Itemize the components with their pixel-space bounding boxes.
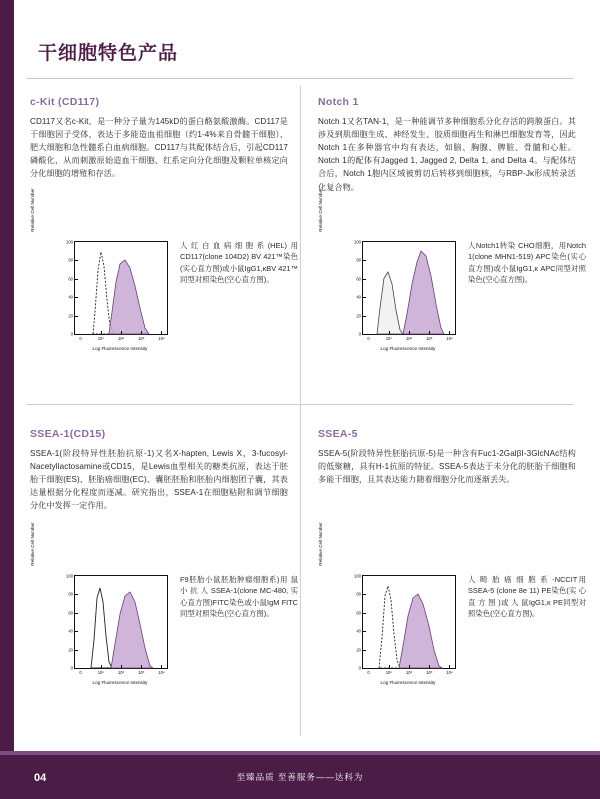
panel-c-kit bbox=[30, 96, 288, 181]
figure-c-kit bbox=[30, 188, 298, 358]
y-tick: 20 bbox=[68, 313, 73, 319]
panel-marker-name: SSEA-5 bbox=[318, 428, 358, 440]
figure-caption: F9胚胎小鼠胚胎肿瘤细胞系)用 鼠 小 抗 人 SSEA-1(clone MC-480, 实心直方图)FITC染色或小鼠IgM FITC同型对照染色(空心直方图)。 bbox=[180, 575, 298, 619]
y-axis-label: Relative Cell Number bbox=[30, 522, 35, 566]
y-tick: 0 bbox=[358, 331, 361, 337]
y-tick: 40 bbox=[356, 294, 361, 300]
x-axis-label: Log Fluorescence Intensity bbox=[380, 346, 436, 351]
chart-plot-area bbox=[66, 573, 168, 675]
x-tick: 10⁴ bbox=[158, 335, 165, 341]
chart-plot-area bbox=[354, 239, 456, 341]
y-tick: 40 bbox=[68, 294, 73, 300]
panel-description: SSEA-5(阶段特异性胚胎抗原-5)是一种含有Fuc1-2GalβI-3GlcNAc结构的低聚糖，具有H-1抗原的特征。SSEA-5表达于未分化的胚胎干细胞和多能干细胞，且其表达能力随着细胞分化而逐渐丢失。 bbox=[318, 449, 576, 485]
figure-caption: 人Notch1转染 CHO细胞，用Notch 1(clone MHN1-519) APC染色(实心直方图)或小鼠IgG1,κ APC同型对照染色(空心直方图)。 bbox=[468, 241, 586, 285]
y-tick: 100 bbox=[66, 239, 73, 245]
x-tick: 10² bbox=[405, 335, 413, 341]
figure-notch1 bbox=[318, 188, 586, 358]
y-tick: 80 bbox=[68, 591, 73, 597]
page-title: 干细胞特色产品 bbox=[38, 43, 179, 64]
x-tick: 10³ bbox=[138, 335, 145, 341]
y-tick: 0 bbox=[70, 665, 73, 671]
page-number: 04 bbox=[34, 772, 47, 784]
chart-plot-area bbox=[66, 239, 168, 341]
y-tick: 0 bbox=[70, 331, 73, 337]
panel-ssea1 bbox=[30, 428, 288, 513]
panel-description: SSEA-1(阶段特异性胚胎抗原-1)又名X-hapten, Lewis X，3-fucosyl-Nacetyllactosamine或CD15，是Lewis血型相关的糖类抗原，表达于胚胎干细胞(ES)、胚胎癌细胞(EC)、囊胚胚胎和胚胎内细胞团子囊，其表达量根据分化程度而逐减。研究指出，SSEA-1在细胞粘附和调节细胞分化中发挥一定作用。 bbox=[30, 449, 288, 511]
panel-notch1 bbox=[318, 96, 576, 194]
y-tick: 100 bbox=[66, 573, 73, 579]
histogram-curves bbox=[363, 242, 455, 334]
y-tick: 80 bbox=[356, 257, 361, 263]
x-tick: 10³ bbox=[426, 335, 433, 341]
y-axis-label: Relative Cell Number bbox=[318, 522, 323, 566]
horizontal-divider bbox=[26, 404, 574, 405]
flow-cytometry-chart bbox=[30, 522, 172, 692]
footer-slogan: 至臻品质 至善服务——达科为 bbox=[236, 772, 364, 782]
x-tick: 10⁴ bbox=[446, 335, 453, 341]
x-tick: 10¹ bbox=[385, 669, 392, 675]
x-tick: 10¹ bbox=[97, 335, 104, 341]
y-tick: 80 bbox=[356, 591, 361, 597]
x-axis-label: Log Fluorescence Intensity bbox=[380, 680, 436, 685]
flow-cytometry-chart bbox=[318, 188, 460, 358]
left-edge-bar bbox=[0, 0, 14, 799]
histogram-curves bbox=[75, 242, 167, 334]
x-tick: 0 bbox=[367, 669, 370, 675]
figure-ssea1 bbox=[30, 522, 298, 692]
chart-plot-area bbox=[354, 573, 456, 675]
x-axis-label: Log Fluorescence Intensity bbox=[92, 346, 148, 351]
flow-cytometry-chart bbox=[318, 522, 460, 692]
flow-cytometry-chart bbox=[30, 188, 172, 358]
panel-marker-name: c-Kit (CD117) bbox=[30, 96, 100, 108]
x-tick: 10² bbox=[117, 335, 125, 341]
y-tick: 100 bbox=[354, 573, 361, 579]
title-divider bbox=[26, 78, 574, 79]
figure-caption: 人红白血病细胞系(HEL)用CD117(clone 104D2) BV 421™染色(实心直方图)或小鼠IgG1,κBV 421™同型对照染色(空心直方图)。 bbox=[180, 241, 298, 285]
panel-description: CD117又名c-Kit，是一种分子量为145kD的蛋白酪氨酸激酶。CD117是干细胞因子受体，表达于多能造血祖细胞（约1-4%来自骨髓干细胞）、肥大细胞和急性髓系白血病细胞。CD117与其配体结合后，引起CD117磷酸化，从而刺激原始造血干细胞、红系定向分化细胞及颗粒单核定向分化细胞的增殖和存活。 bbox=[30, 117, 288, 179]
x-tick: 10⁴ bbox=[158, 669, 165, 675]
y-tick: 60 bbox=[356, 276, 361, 282]
y-axis-label: Relative Cell Number bbox=[30, 188, 35, 232]
x-tick: 10³ bbox=[426, 669, 433, 675]
histogram-curves bbox=[363, 576, 455, 668]
y-tick: 100 bbox=[354, 239, 361, 245]
y-tick: 20 bbox=[356, 313, 361, 319]
panel-marker-name: Notch 1 bbox=[318, 96, 359, 108]
y-tick: 60 bbox=[356, 610, 361, 616]
panel-ssea5 bbox=[318, 428, 576, 486]
y-axis-label: Relative Cell Number bbox=[318, 188, 323, 232]
y-tick: 40 bbox=[68, 628, 73, 634]
x-tick: 0 bbox=[79, 669, 82, 675]
y-tick: 20 bbox=[356, 647, 361, 653]
x-tick: 10² bbox=[117, 669, 125, 675]
x-tick: 10³ bbox=[138, 669, 145, 675]
x-tick: 0 bbox=[79, 335, 82, 341]
panel-description: Notch 1又名TAN-1，是一种能调节多种细胞系分化存活的跨膜蛋白。其涉及到肌细胞生成、神经发生、胶质细胞再生和淋巴细胞发育等，因此Notch 1在多种器官中均有表达，如脑、胸腺、脾脏、骨髓和心脏。Notch 1的配体有Jagged 1, Jagged 2, Delta 1, and Delta 4。与配体结合后，Notch 1胞内区域被剪切后转移到细胞核，与RBP-Jκ形成转录活化复合物。 bbox=[318, 117, 576, 192]
y-tick: 60 bbox=[68, 276, 73, 282]
y-tick: 60 bbox=[68, 610, 73, 616]
y-tick: 0 bbox=[358, 665, 361, 671]
figure-caption: 人 畸 胎 癌 细 胞 系 -NCCIT用SSEA-5 (clone 8e 11) PE染色(实 心 直 方 图 )或 人 鼠IgG1,κ PE同型对照染色(空心直方图)。 bbox=[468, 575, 586, 619]
x-axis-label: Log Fluorescence Intensity bbox=[92, 680, 148, 685]
y-tick: 40 bbox=[356, 628, 361, 634]
panel-marker-name: SSEA-1(CD15) bbox=[30, 428, 106, 440]
y-tick: 20 bbox=[68, 647, 73, 653]
histogram-curves bbox=[75, 576, 167, 668]
x-tick: 10⁴ bbox=[446, 669, 453, 675]
y-tick: 80 bbox=[68, 257, 73, 263]
vertical-divider bbox=[300, 86, 301, 736]
x-tick: 0 bbox=[367, 335, 370, 341]
x-tick: 10¹ bbox=[97, 669, 104, 675]
figure-ssea5 bbox=[318, 522, 586, 692]
x-tick: 10² bbox=[405, 669, 413, 675]
x-tick: 10¹ bbox=[385, 335, 392, 341]
